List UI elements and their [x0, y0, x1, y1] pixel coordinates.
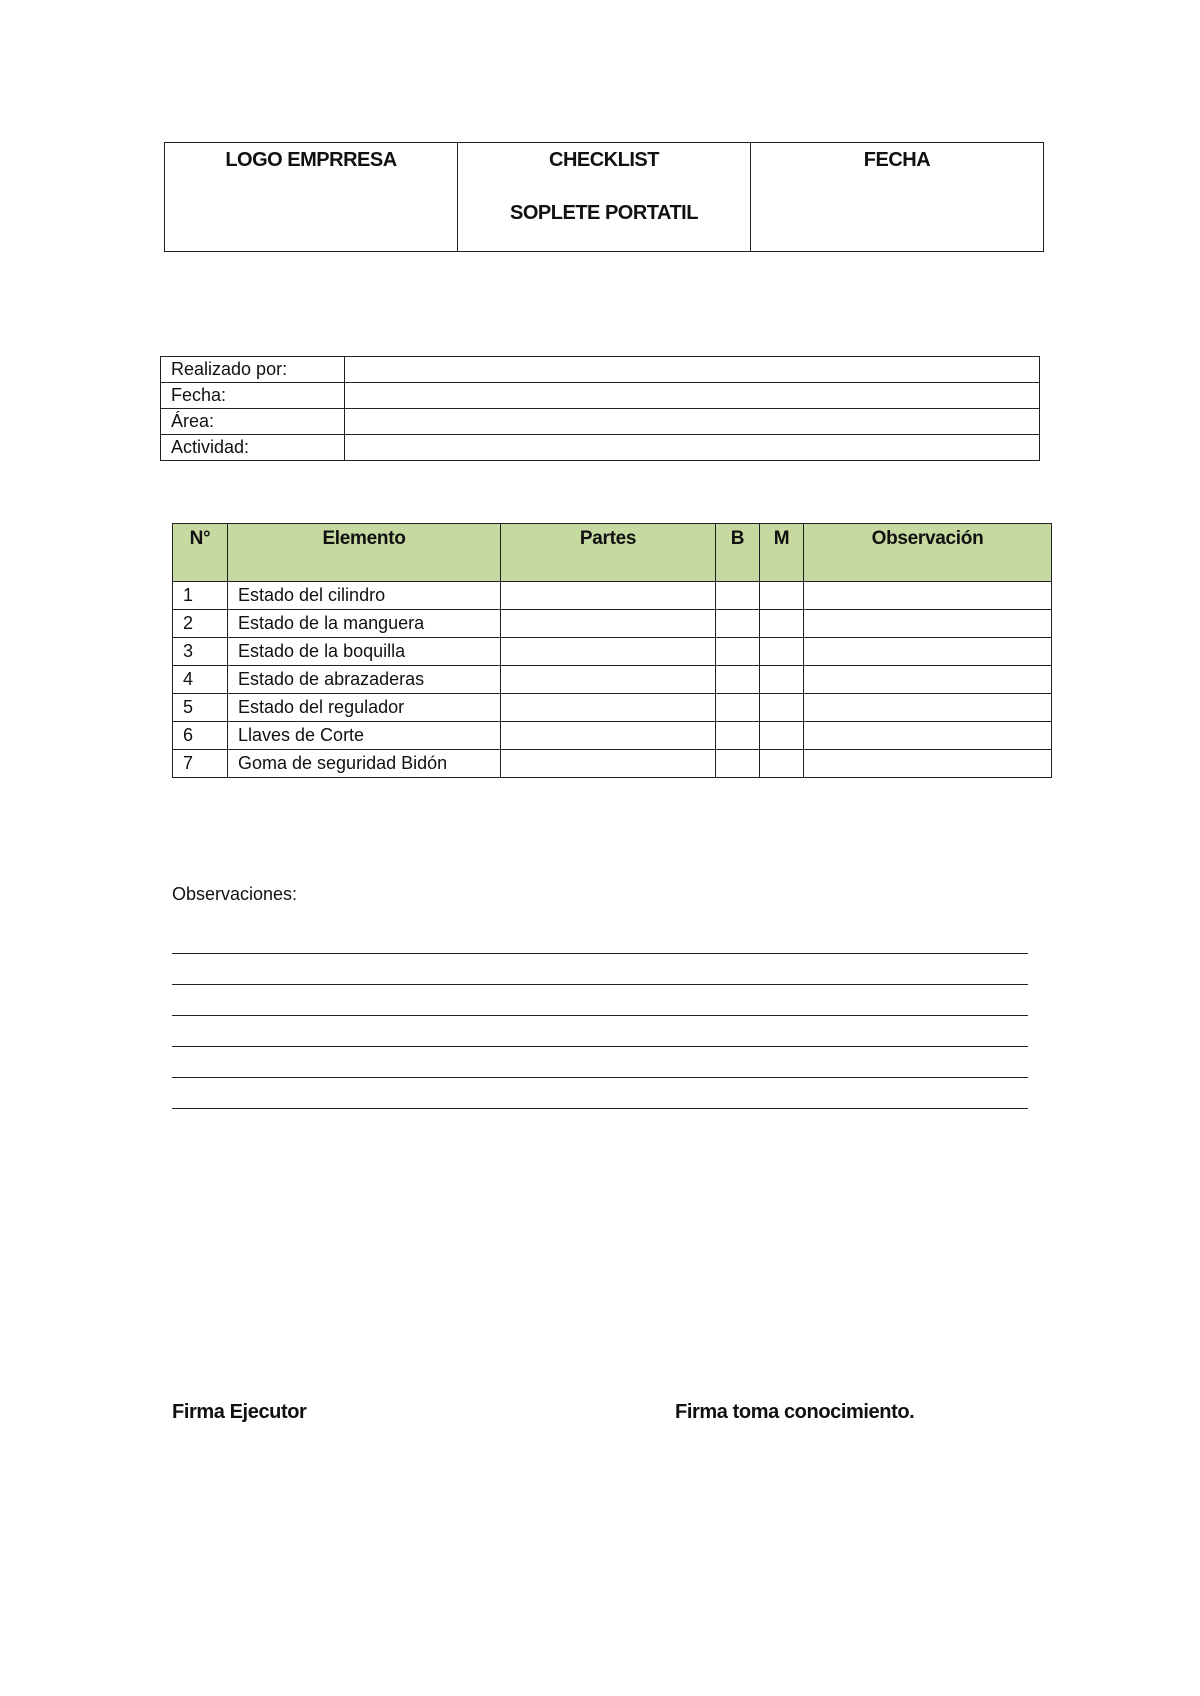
- row-element: Estado de la manguera: [228, 610, 501, 638]
- column-header-bad: M: [760, 524, 804, 582]
- row-good-field[interactable]: [716, 694, 760, 722]
- row-number: 6: [173, 722, 228, 750]
- row-good-field[interactable]: [716, 722, 760, 750]
- checklist-table: [172, 523, 1052, 778]
- row-parts-field[interactable]: [501, 582, 716, 610]
- info-row-realizado: [161, 357, 1040, 383]
- row-number: 1: [173, 582, 228, 610]
- info-table: [160, 356, 1040, 461]
- row-bad-field[interactable]: [760, 610, 804, 638]
- title-line1: CHECKLIST: [549, 149, 659, 171]
- column-header-element: Elemento: [228, 524, 501, 582]
- table-row: [173, 666, 1052, 694]
- signature-executor: Firma Ejecutor: [172, 1401, 307, 1423]
- row-observation-field[interactable]: [804, 694, 1052, 722]
- row-number: 4: [173, 666, 228, 694]
- row-bad-field[interactable]: [760, 582, 804, 610]
- title-line2: SOPLETE PORTATIL: [510, 202, 698, 224]
- row-good-field[interactable]: [716, 638, 760, 666]
- row-observation-field[interactable]: [804, 750, 1052, 778]
- row-parts-field[interactable]: [501, 722, 716, 750]
- row-element: Estado de abrazaderas: [228, 666, 501, 694]
- date-cell: [751, 143, 1044, 252]
- logo-label: LOGO EMPRRESA: [225, 149, 397, 171]
- row-observation-field[interactable]: [804, 638, 1052, 666]
- row-observation-field[interactable]: [804, 666, 1052, 694]
- info-label: Área:: [161, 409, 345, 435]
- row-good-field[interactable]: [716, 610, 760, 638]
- info-label: Fecha:: [161, 383, 345, 409]
- title-cell: [458, 143, 751, 252]
- row-parts-field[interactable]: [501, 666, 716, 694]
- table-row: [173, 694, 1052, 722]
- row-bad-field[interactable]: [760, 722, 804, 750]
- row-good-field[interactable]: [716, 750, 760, 778]
- table-row: [173, 750, 1052, 778]
- info-value-field[interactable]: [345, 357, 1040, 383]
- row-element: Estado del cilindro: [228, 582, 501, 610]
- table-row: [173, 610, 1052, 638]
- row-parts-field[interactable]: [501, 638, 716, 666]
- row-bad-field[interactable]: [760, 666, 804, 694]
- column-header-number: N°: [173, 524, 228, 582]
- table-row: [173, 722, 1052, 750]
- observations-label: Observaciones:: [172, 884, 298, 904]
- info-value-field[interactable]: [345, 435, 1040, 461]
- observation-line[interactable]: [172, 1108, 1028, 1109]
- checklist-header-row: [173, 524, 1052, 582]
- row-element: Goma de seguridad Bidón: [228, 750, 501, 778]
- column-header-parts: Partes: [501, 524, 716, 582]
- row-parts-field[interactable]: [501, 750, 716, 778]
- row-element: Estado del regulador: [228, 694, 501, 722]
- observation-line[interactable]: [172, 984, 1028, 985]
- observation-line[interactable]: [172, 953, 1028, 954]
- info-label: Realizado por:: [161, 357, 345, 383]
- info-row-actividad: [161, 435, 1040, 461]
- signature-acknowledgement: Firma toma conocimiento.: [675, 1401, 915, 1423]
- row-parts-field[interactable]: [501, 610, 716, 638]
- row-bad-field[interactable]: [760, 638, 804, 666]
- row-bad-field[interactable]: [760, 750, 804, 778]
- table-row: [173, 582, 1052, 610]
- header-table: [164, 142, 1044, 252]
- row-observation-field[interactable]: [804, 582, 1052, 610]
- observation-line[interactable]: [172, 1015, 1028, 1016]
- row-number: 5: [173, 694, 228, 722]
- row-parts-field[interactable]: [501, 694, 716, 722]
- column-header-good: B: [716, 524, 760, 582]
- observation-line[interactable]: [172, 1046, 1028, 1047]
- column-header-observation: Observación: [804, 524, 1052, 582]
- info-row-area: [161, 409, 1040, 435]
- row-observation-field[interactable]: [804, 722, 1052, 750]
- info-row-fecha: [161, 383, 1040, 409]
- date-label: FECHA: [863, 149, 931, 171]
- logo-cell: [165, 143, 458, 252]
- row-good-field[interactable]: [716, 582, 760, 610]
- row-element: Estado de la boquilla: [228, 638, 501, 666]
- row-number: 7: [173, 750, 228, 778]
- observation-line[interactable]: [172, 1077, 1028, 1078]
- table-row: [173, 638, 1052, 666]
- row-observation-field[interactable]: [804, 610, 1052, 638]
- row-number: 2: [173, 610, 228, 638]
- info-value-field[interactable]: [345, 409, 1040, 435]
- row-number: 3: [173, 638, 228, 666]
- info-value-field[interactable]: [345, 383, 1040, 409]
- info-label: Actividad:: [161, 435, 345, 461]
- row-good-field[interactable]: [716, 666, 760, 694]
- row-bad-field[interactable]: [760, 694, 804, 722]
- row-element: Llaves de Corte: [228, 722, 501, 750]
